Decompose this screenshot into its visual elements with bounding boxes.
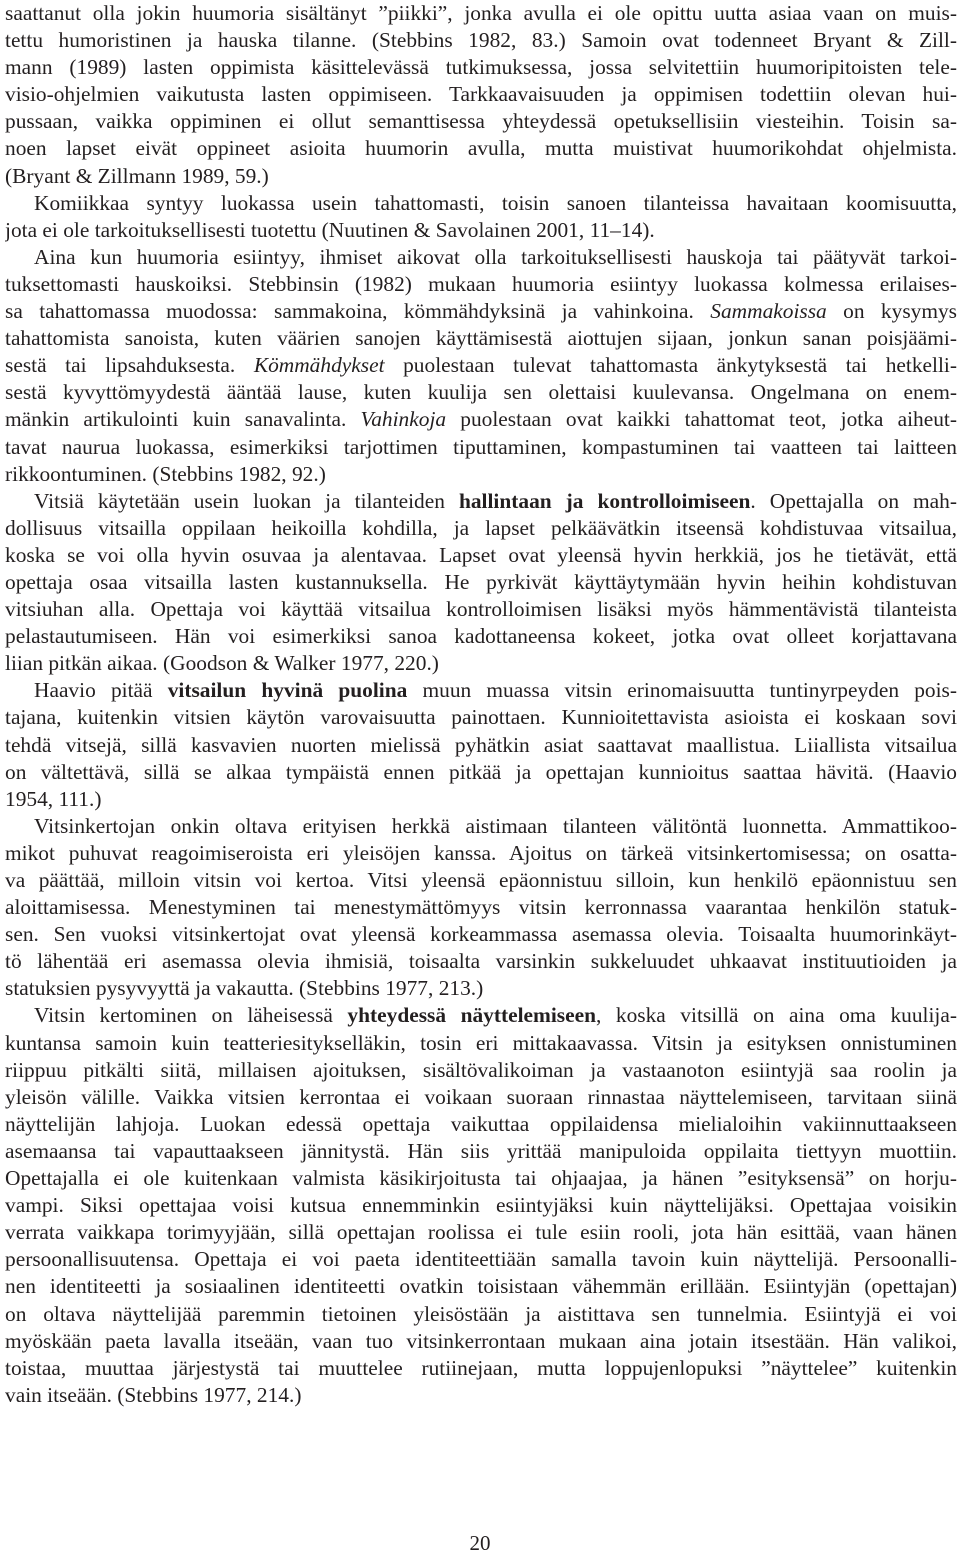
text-line [5,1138,957,1165]
text-run: myöskään paeta lavalla itseään, vaan tuo vitsinkerrontaan mukaan aina jotain itsestään. Hän valikoi, [5,1328,957,1353]
text-line [5,650,957,677]
text-line [5,81,957,108]
italic-term: Kömmähdykset [253,353,385,378]
page-number: 20 [469,1531,491,1555]
text-run: pussaan, vaikka oppiminen ei ollut semanttisessa yhteydessä opetuksellisiin viesteihin. Toisin sa- [5,109,957,134]
italic-term: Vahinkoja [360,407,447,432]
page-body [5,0,957,1409]
bold-phrase: hallintaan ja kontrolloimiseen [458,488,751,513]
text-line [5,271,957,298]
text-line [5,867,957,894]
text-line [5,732,957,759]
text-run: Vitsinkertojan onkin oltava erityisen herkkä aistimaan tilanteen välitöntä luonnetta. Ammattikoo- [34,813,957,838]
text-run: yleisön välille. Vaikka vitsien kerrontaa ei voikaan suoraan rinnastaa näyttelemiseen, tarvitaan siinä [5,1084,957,1109]
text-run: vain itseään. (Stebbins 1977, 214.) [5,1382,302,1407]
text-run: tuksettomasti hauskoiksi. Stebbinsin (1982) mukaan huumoria esiintyy luokassa kolmessa erilaises- [5,271,957,296]
paragraph [5,488,957,678]
text-line [5,352,957,379]
text-run: Komiikkaa syntyy luokassa usein tahattomasti, toisin sanoen tilanteissa havaitaan koomisuutta, [34,190,957,215]
text-run: kuntansa samoin kuin teatteriesitykselläkin, tosin eri mittakaavassa. Vitsin ja esityksen onnistuminen [5,1030,957,1055]
text-line [5,596,957,623]
text-run: rikkoontuminen. (Stebbins 1982, 92.) [5,461,326,486]
text-line [5,623,957,650]
text-run: visio-ohjelmien vaikutusta lasten oppimiseen. Tarkkaavaisuuden ja oppimisen todettiin olevan hui- [5,82,957,107]
text-line [5,704,957,731]
text-line [5,1057,957,1084]
text-line [5,786,957,813]
paragraph [5,813,957,1003]
text-line [5,1002,957,1029]
text-run: tehdä vitsejä, sillä kasvavien nuorten mielissä pyhätkin asiat saattavat maallistua. Liiallista vitsailua [5,732,957,757]
text-run: riippuu pitkälti siitä, millaisen ajoituksen, sisältövalikoiman ja vastaanoton esiintyjä saa roolin ja [5,1057,957,1082]
text-run: aloittamisessa. Menestyminen tai menestymättömyys vitsin kerronnassa vaarantaa henkilön statuk- [5,895,957,920]
bold-phrase: yhteydessä näyttelemiseen [347,1003,597,1028]
text-line [5,298,957,325]
text-line [5,1273,957,1300]
text-line [5,27,957,54]
text-run: sestä tai lipsahduksesta. [5,353,254,378]
paragraph [5,0,957,190]
text-line [5,1382,957,1409]
text-line [5,840,957,867]
text-line [5,1192,957,1219]
text-run: pelastautumiseen. Hän voi esimerkiksi sanoa kadottaneensa kokeet, jotka ovat olleet korjattavana [5,624,957,649]
text-line [5,1165,957,1192]
text-line [5,569,957,596]
text-line [5,406,957,433]
text-line [5,0,957,27]
text-line [5,1030,957,1057]
text-run: (Bryant & Zillmann 1989, 59.) [5,163,269,188]
text-line [5,1301,957,1328]
text-run: näyttelijän lahjoja. Luokan edessä opettaja vaikuttaa oppilaidensa mielialoihin vakiinnuttaakseen [5,1111,957,1136]
text-run: Vitsin kertominen on läheisessä [34,1003,348,1028]
text-run: asemaansa tai vapauttaakseen jännitystä. Hän siis yrittää manipuloida oppilaita tiettyyn muottiin. [5,1138,957,1163]
text-run: liian pitkän aikaa. (Goodson & Walker 1977, 220.) [5,651,439,676]
text-line [5,190,957,217]
text-run: mann (1989) lasten oppimista käsittelevässä tutkimuksessa, jossa selvitettiin huumoripitoisten tele- [5,55,957,80]
text-line [5,434,957,461]
text-run: Opettajalla ei ole kuitenkaan valmista käsikirjoitusta tai ohjaajaa, ja hänen ”esityksensä” on horju- [5,1166,957,1191]
text-run: , koska vitsillä on aina oma kuulija- [596,1003,957,1028]
text-run: on vältettävä, sillä se alkaa tympäistä ennen pitkää ja opettajan kunnioitus saattaa hävitä. (Haavio [5,759,957,784]
text-run: vitsiuhan alla. Opettaja voi käyttää vitsailua kontrolloimisen lisäksi myös hämmentävistä tilanteista [5,597,957,622]
text-line [5,1246,957,1273]
text-line [5,379,957,406]
text-run: on kysymys [826,299,957,324]
text-run: tö lähentää eri asemassa olevia ihmisiä, toisaalta varsinkin sukkeluudet uhkaavat instituutioiden ja [5,949,957,974]
paragraph [5,190,957,244]
text-run: nen identiteetti ja sosiaalinen identiteetti ovatkin toisistaan vähemmän erillään. Esiintyjän (opettajan) [5,1274,957,1299]
text-line [5,1111,957,1138]
text-line [5,108,957,135]
text-line [5,948,957,975]
text-run: vampi. Siksi opettajaa voisi kutsua ennemminkin esiintyjäksi kuin näyttelijäksi. Opettajaa voisikin [5,1193,957,1218]
italic-term: Sammakoissa [710,299,827,324]
text-run: tavat naurua luokassa, esimerkiksi tarjottimen tiputtaminen, kompastuminen tai vaatteen tai laitteen [5,434,957,459]
bold-phrase: vitsailun hyvinä puolina [167,678,408,703]
text-line [5,135,957,162]
text-line [5,1084,957,1111]
text-line [5,163,957,190]
text-run: toistaa, muuttaa järjestystä tai muuttelee rutiinejaan, mutta loppujenlopuksi ”näyttelee” kuitenkin [5,1355,957,1380]
text-run: 1954, 111.) [5,786,102,811]
text-run: verrata vaikkapa torimyyjään, sillä opettajan roolissa ei tule esiin rooli, jota hän esittää, vaan hänen [5,1220,957,1245]
text-run: puolestaan tulevat tahattomasta änkytyksestä tai hetkelli- [384,353,957,378]
text-line [5,813,957,840]
text-line [5,217,957,244]
text-line [5,542,957,569]
text-line [5,1355,957,1382]
text-run: tahattomista sanoista, kuten väärien sanojen käyttämisestä aiottujen sijaan, jonkun sanan poisjäämi- [5,326,957,351]
paragraph [5,1002,957,1408]
text-line [5,921,957,948]
text-run: Haavio pitää [34,678,168,703]
text-line [5,1328,957,1355]
text-run: noen lapset eivät oppineet asioita huumorin avulla, mutta muistivat huumorikohdat ohjelmista. [5,136,957,161]
text-run: opettaja osaa vitsailla lasten kustannuksella. He pyrkivät käyttäytymään hyvin heihin kohdistuvan [5,569,957,594]
text-run: koska se voi olla hyvin osuvaa ja alentavaa. Lapset ovat yleensä hyvin herkkiä, jos he tietävät, että [5,542,957,567]
text-run: persoonallisuutensa. Opettaja ei voi paeta identiteettiään samalla tavoin kuin näyttelijä. Persoonalli- [5,1247,957,1272]
text-line [5,1219,957,1246]
text-run: puolestaan ovat kaikki tahattomat teot, jotka aiheut- [446,407,957,432]
text-run: Vitsiä käytetään usein luokan ja tilanteiden [34,488,459,513]
text-line [5,325,957,352]
text-run: muun muassa vitsin erinomaisuutta tuntinyrpeyden pois- [407,678,957,703]
paragraph [5,244,957,488]
text-line [5,677,957,704]
text-line [5,975,957,1002]
text-run: on oltava näyttelijää paremmin tietoinen yleisöstään ja aistittava sen tunnelmia. Esiintyjä ei voi [5,1301,957,1326]
text-line [5,894,957,921]
text-line [5,515,957,542]
text-line [5,759,957,786]
text-run: dollisuus vitsailla oppilaan heikoilla kohdilla, ja lapset pelkäävätkin itseensä kohdistuvaa vitsailua, [5,515,957,540]
text-run: jota ei ole tarkoituksellisesti tuotettu (Nuutinen & Savolainen 2001, 11–14). [5,217,655,242]
text-line [5,54,957,81]
text-run: tajana, kuitenkin vitsien käytön varovaisuutta painottaen. Kunnioitettavista asioista ei koskaan sovi [5,705,957,730]
text-run: . Opettajalla on mah- [750,488,957,513]
text-run: Aina kun huumoria esiintyy, ihmiset aikovat olla tarkoituksellisesti hauskoja tai päätyvät tarkoi- [34,244,957,269]
paragraph [5,677,957,812]
text-run: mänkin artikulointi kuin sanavalinta. [5,407,361,432]
text-line [5,461,957,488]
text-run: tettu humoristinen ja hauska tilanne. (Stebbins 1982, 83.) Samoin ovat todenneet Bryant & Zill- [5,28,957,53]
body-text [5,0,957,1409]
text-run: sestä kyvyttömyydestä ääntää lause, kuten kuulija sen olettaisi kuulevansa. Ongelmana on enem- [5,380,957,405]
text-run: sa tahattomassa muodossa: sammakoina, kömmähdyksinä ja vahinkoina. [5,299,711,324]
text-run: statuksien pysyvyyttä ja vakautta. (Stebbins 1977, 213.) [5,976,484,1001]
text-line [5,488,957,515]
text-run: saattanut olla jokin huumoria sisältänyt ”piikki”, jonka avulla ei ole opittu uutta asiaa vaan on muis- [5,1,957,25]
text-run: mikot puhuvat reagoimiseroista eri yleisöjen kanssa. Ajoitus on tärkeä vitsinkertomisessa; on osatta- [5,840,957,865]
text-run: sen. Sen vuoksi vitsinkertojat ovat yleensä korkeammassa asemassa olevia. Toisaalta huumorinkäyt- [5,922,957,947]
text-line [5,244,957,271]
text-run: va päättää, milloin vitsin voi kertoa. Vitsi yleensä epäonnistuu silloin, kun henkilö epäonnistuu sen [5,868,957,892]
